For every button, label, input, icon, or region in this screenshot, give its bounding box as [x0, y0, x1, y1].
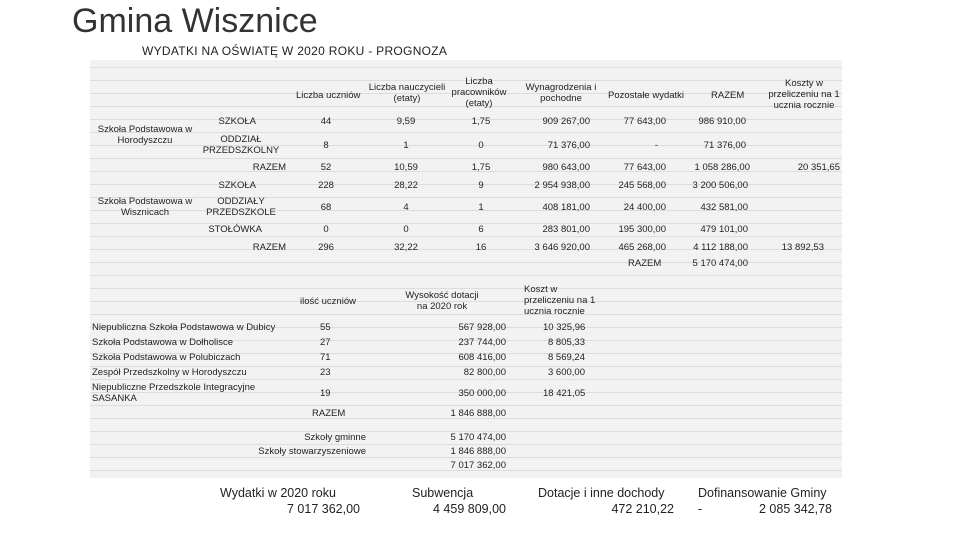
footer-wydatki-value: 7 017 362,00: [287, 502, 360, 516]
total-label: RAZEM: [252, 162, 286, 173]
row-label: ODDZIAŁ PRZEDSZKOLNY: [202, 134, 280, 156]
cell-wynagrodzenia: 2 954 938,00: [534, 180, 590, 191]
summary-gminne-value: 5 170 474,00: [450, 432, 506, 443]
dotacje-total-value: 1 846 888,00: [450, 408, 506, 419]
cell-nauczycieli: 0: [403, 224, 409, 235]
dotacja-row-koszt: 18 421,05: [543, 388, 586, 399]
grand-total-label: RAZEM: [628, 258, 662, 269]
cell-uczniow: 228: [318, 180, 334, 191]
dotacja-row-uczniow: 27: [320, 337, 331, 348]
footer-dofinansowanie-label: Dofinansowanie Gminy: [698, 486, 827, 500]
cell-pozostale: 245 568,00: [618, 180, 666, 191]
header-liczba-nauczycieli: Liczba nauczycieli (etaty): [368, 82, 446, 104]
row-label: STOŁÓWKA: [208, 224, 262, 235]
dotacja-row-value: 237 744,00: [458, 337, 506, 348]
dotacja-row-name: Niepubliczna Szkoła Podstawowa w Dubicy: [92, 322, 276, 333]
cell-wynagrodzenia: 980 643,00: [542, 162, 590, 173]
dotacja-row-value: 608 416,00: [458, 352, 506, 363]
dotacja-row-value: 567 928,00: [458, 322, 506, 333]
dotacja-row-value: 82 800,00: [463, 367, 506, 378]
cell-pracownikow: 6: [478, 224, 484, 235]
dotacja-row-name: Niepubliczne Przedszkole Integracyjne SASANKA: [92, 382, 256, 404]
cell-uczniow: 0: [323, 224, 329, 235]
dotacja-row-name: Zespół Przedszkolny w Horodyszczu: [92, 367, 247, 378]
cell-nauczycieli: 32,22: [394, 242, 418, 253]
dotacja-row-value: 350 000,00: [458, 388, 506, 399]
dotacja-row-koszt: 8 569,24: [548, 352, 585, 363]
footer-dotacje-value: 472 210,22: [611, 502, 674, 516]
cell-wynagrodzenia: 408 181,00: [542, 202, 590, 213]
page-title: Gmina Wisznice: [72, 2, 318, 40]
footer-dofinansowanie-value: 2 085 342,78: [759, 502, 832, 516]
summary-stow-value: 1 846 888,00: [450, 446, 506, 457]
cell-pracownikow: 16: [475, 242, 487, 253]
row-label: SZKOŁA: [218, 180, 256, 191]
cell-nauczycieli: 10,59: [394, 162, 418, 173]
summary-gminne-label: Szkoły gminne: [304, 432, 366, 443]
header-koszty-na-ucznia: Koszty w przeliczeniu na 1 ucznia rocznie: [768, 78, 840, 111]
footer-dotacje-label: Dotacje i inne dochody: [538, 486, 665, 500]
header-razem: RAZEM: [711, 90, 745, 101]
cell-uczniow: 68: [320, 202, 332, 213]
row-label: SZKOŁA: [218, 116, 256, 127]
footer-subwencja-label: Subwencja: [412, 486, 474, 500]
cell-koszty: 20 351,65: [797, 162, 840, 173]
dotacja-row-uczniow: 55: [320, 322, 331, 333]
cell-pozostale: 77 643,00: [623, 162, 666, 173]
sheet-subtitle: WYDATKI NA OŚWIATĘ W 2020 ROKU - PROGNOZA: [142, 44, 448, 58]
header-ilosc-uczniow: ilość uczniów: [300, 296, 356, 307]
cell-pracownikow: 9: [478, 180, 484, 191]
school-name: Szkoła Podstawowa w Wisznicach: [97, 196, 193, 218]
cell-nauczycieli: 1: [403, 140, 409, 151]
cell-uczniow: 8: [323, 140, 329, 151]
header-wynagrodzenia: Wynagrodzenia i pochodne: [525, 82, 597, 104]
cell-pracownikow: 1: [478, 202, 484, 213]
cell-pracownikow: 1,75: [471, 162, 491, 173]
dotacje-total-label: RAZEM: [312, 408, 346, 419]
cell-razem: 479 101,00: [700, 224, 748, 235]
cell-razem: 1 058 286,00: [694, 162, 750, 173]
footer-subwencja-value: 4 459 809,00: [433, 502, 506, 516]
cell-uczniow: 44: [320, 116, 332, 127]
cell-pracownikow: 1,75: [471, 116, 491, 127]
total-label: RAZEM: [252, 242, 286, 253]
cell-pozostale: -: [654, 140, 658, 151]
dotacja-row-name: Szkoła Podstawowa w Dołholisce: [92, 337, 233, 348]
cell-nauczycieli: 28,22: [394, 180, 418, 191]
cell-pozostale: 77 643,00: [623, 116, 666, 127]
header-liczba-pracownikow: Liczba pracowników (etaty): [451, 76, 507, 109]
cell-nauczycieli: 9,59: [396, 116, 416, 127]
cell-pozostale: 465 268,00: [618, 242, 666, 253]
cell-razem: 71 376,00: [703, 140, 746, 151]
cell-razem: 4 112 188,00: [693, 242, 748, 253]
header-pozostale-wydatki: Pozostałe wydatki: [608, 90, 685, 101]
dotacja-row-koszt: 10 325,96: [543, 322, 586, 333]
school-name: Szkoła Podstawowa w Horodyszczu: [97, 124, 193, 146]
summary-stow-label: Szkoły stowarzyszeniowe: [258, 446, 366, 457]
cell-razem: 3 200 506,00: [692, 180, 748, 191]
dotacja-row-koszt: 3 600,00: [548, 367, 585, 378]
cell-wynagrodzenia: 283 801,00: [542, 224, 590, 235]
dotacja-row-uczniow: 71: [320, 352, 331, 363]
cell-wynagrodzenia: 3 646 920,00: [534, 242, 590, 253]
cell-nauczycieli: 4: [403, 202, 409, 213]
summary-sum-value: 7 017 362,00: [450, 460, 506, 471]
cell-razem: 432 581,00: [700, 202, 748, 213]
cell-uczniow: 296: [318, 242, 334, 253]
grand-total-value: 5 170 474,00: [692, 258, 748, 269]
cell-koszty: 13 892,53: [781, 242, 824, 253]
footer-wydatki-label: Wydatki w 2020 roku: [220, 486, 336, 500]
cell-wynagrodzenia: 909 267,00: [542, 116, 590, 127]
cell-pozostale: 195 300,00: [618, 224, 666, 235]
row-label: ODDZIAŁY PRZEDSZKOLE: [206, 196, 276, 218]
cell-uczniow: 52: [320, 162, 332, 173]
header-koszt-na-ucznia: Koszt w przeliczeniu na 1 ucznia rocznie: [524, 284, 596, 317]
header-wysokosc-dotacji: Wysokość dotacji na 2020 rok: [405, 290, 479, 312]
cell-pracownikow: 0: [478, 140, 484, 151]
dotacja-row-uczniow: 19: [320, 388, 331, 399]
footer-dofinansowanie-minus: -: [698, 502, 703, 516]
dotacja-row-name: Szkoła Podstawowa w Polubiczach: [92, 352, 241, 363]
cell-wynagrodzenia: 71 376,00: [547, 140, 590, 151]
dotacja-row-uczniow: 23: [320, 367, 331, 378]
cell-pozostale: 24 400,00: [623, 202, 666, 213]
header-liczba-uczniow: Liczba uczniów: [296, 90, 361, 101]
cell-razem: 986 910,00: [698, 116, 746, 127]
dotacja-row-koszt: 8 805,33: [548, 337, 585, 348]
